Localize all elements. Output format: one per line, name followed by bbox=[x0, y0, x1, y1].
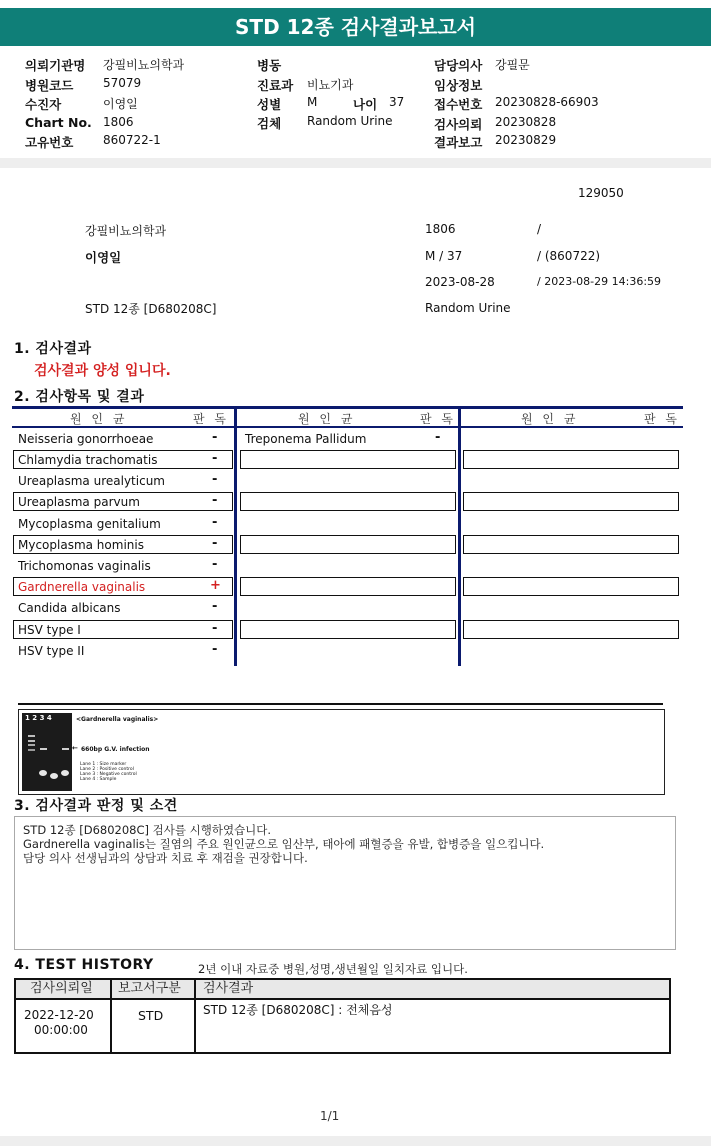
gel-legend-2: Lane 2 : Positive control bbox=[80, 767, 134, 772]
pathogen-name: HSV type I bbox=[18, 623, 81, 637]
gel-arrow-icon: ← bbox=[72, 744, 78, 752]
row-box bbox=[463, 535, 679, 554]
hospital-code-label: 병원코드 bbox=[25, 78, 74, 93]
pathogen-name: HSV type II bbox=[18, 644, 85, 658]
request-label: 검사의뢰 bbox=[434, 117, 483, 132]
clinical-label: 임상정보 bbox=[434, 78, 483, 93]
report-title: STD 12종 검사결과보고서 bbox=[0, 8, 711, 46]
history-time: 00:00:00 bbox=[34, 1023, 88, 1037]
pathogen-result: - bbox=[212, 642, 218, 657]
history-header-result: 검사결과 bbox=[203, 981, 254, 996]
header-info bbox=[0, 48, 711, 156]
page-number: 1/1 bbox=[320, 1109, 340, 1123]
history-type: STD bbox=[138, 1008, 164, 1023]
pathogen-name: Chlamydia trachomatis bbox=[18, 453, 158, 467]
row-box bbox=[463, 450, 679, 469]
pathogen-name: Mycoplasma hominis bbox=[18, 538, 144, 552]
row-box bbox=[463, 620, 679, 639]
pathogen-result: - bbox=[212, 515, 218, 530]
pathogen-result: - bbox=[212, 557, 218, 572]
accession-value: 20230828-66903 bbox=[495, 95, 599, 109]
sex-label: 성별 bbox=[257, 97, 282, 112]
chart-value: 1806 bbox=[103, 115, 134, 129]
grid-top-rule bbox=[12, 406, 683, 409]
patient-value: 이영일 bbox=[103, 97, 138, 111]
request-value: 20230828 bbox=[495, 115, 557, 129]
doctor-label: 담당의사 bbox=[434, 58, 483, 73]
hospital-code-value: 57079 bbox=[103, 76, 142, 90]
summary-institution: 강필비뇨의학과 bbox=[85, 224, 167, 238]
opinion-line-2: Gardnerella vaginalis는 질염의 주요 원인균으로 임산부, 태아에 패혈증을 유발, 합병증을 일으킵니다. bbox=[23, 837, 545, 851]
pathogen-result: - bbox=[435, 430, 441, 445]
section4-title: 4. TEST HISTORY bbox=[14, 957, 154, 973]
patient-label: 수진자 bbox=[25, 97, 62, 112]
pathogen-name: Ureaplasma urealyticum bbox=[18, 474, 165, 488]
row-box bbox=[240, 620, 456, 639]
pathogen-name: Ureaplasma parvum bbox=[18, 495, 140, 509]
gel-legend-4: Lane 4 : Sample bbox=[80, 777, 117, 782]
summary-slash: / bbox=[537, 222, 542, 236]
dept-value: 비뇨기과 bbox=[307, 78, 354, 92]
opinion-line-3: 담당 의사 선생님과의 상담과 치료 후 재검을 권장합니다. bbox=[23, 851, 308, 865]
section3-title: 3. 검사결과 판정 및 소견 bbox=[14, 798, 178, 814]
opinion-line-1: STD 12종 [D680208C] 검사를 시행하였습니다. bbox=[23, 823, 272, 837]
gel-lane-numbers: 1 2 3 4 bbox=[25, 714, 52, 722]
gel-legend-3: Lane 3 : Negative control bbox=[80, 772, 137, 777]
pathogen-name: Neisseria gonorrhoeae bbox=[18, 432, 154, 446]
summary-code: 129050 bbox=[578, 186, 624, 200]
gel-caption: <Gardnerella vaginalis> bbox=[76, 716, 159, 723]
summary-specimen: Random Urine bbox=[425, 301, 511, 315]
age-label: 나이 bbox=[353, 97, 378, 112]
summary-received: 2023-08-28 bbox=[425, 275, 495, 289]
col2-judge-header: 판 독 bbox=[420, 412, 456, 426]
chart-label: Chart No. bbox=[25, 115, 92, 130]
report-date-value: 20230829 bbox=[495, 133, 557, 147]
row-box bbox=[240, 492, 456, 511]
opinion-box bbox=[14, 816, 676, 950]
pathogen-name: Candida albicans bbox=[18, 601, 121, 615]
summary-patient: 이영일 bbox=[85, 250, 122, 265]
row-box bbox=[240, 450, 456, 469]
gel-top-rule bbox=[18, 703, 663, 705]
summary-reported: / 2023-08-29 14:36:59 bbox=[537, 275, 662, 288]
pathogen-result: - bbox=[212, 621, 218, 636]
pathogen-result: - bbox=[212, 451, 218, 466]
summary-chart: 1806 bbox=[425, 222, 456, 236]
history-header-date: 검사의뢰일 bbox=[30, 981, 93, 996]
gel-band-label: 660bp G.V. infection bbox=[81, 746, 150, 753]
grid-divider-1 bbox=[234, 406, 237, 666]
sex-value: M bbox=[307, 95, 318, 109]
history-result: STD 12종 [D680208C] : 전체음성 bbox=[203, 1003, 393, 1017]
uid-label: 고유번호 bbox=[25, 135, 74, 150]
pathogen-result-positive: + bbox=[210, 578, 221, 593]
ward-label: 병동 bbox=[257, 58, 282, 73]
col3-judge-header: 판 독 bbox=[644, 412, 680, 426]
gel-legend-1: Lane 1 : Size marker bbox=[80, 762, 127, 767]
col3-header: 원 인 균 bbox=[521, 412, 579, 426]
gel-bands-icon bbox=[22, 713, 72, 791]
history-header-type: 보고서구분 bbox=[118, 981, 181, 996]
history-date: 2022-12-20 bbox=[24, 1008, 94, 1022]
summary-birth: / (860722) bbox=[537, 249, 601, 263]
dept-label: 진료과 bbox=[257, 78, 294, 93]
history-note: 2년 이내 자료중 병원,성명,생년월일 일치자료 입니다. bbox=[198, 962, 468, 976]
specimen-label: 검체 bbox=[257, 116, 282, 131]
uid-value: 860722-1 bbox=[103, 133, 161, 147]
pathogen-name: Trichomonas vaginalis bbox=[18, 559, 151, 573]
header-separator bbox=[0, 158, 711, 168]
pathogen-name: Mycoplasma genitalium bbox=[18, 517, 161, 531]
result-message: 검사결과 양성 입니다. bbox=[34, 363, 171, 379]
gel-electrophoresis-image bbox=[22, 713, 72, 791]
col1-header: 원 인 균 bbox=[70, 412, 128, 426]
pathogen-name: Treponema Pallidum bbox=[245, 432, 367, 446]
report-date-label: 결과보고 bbox=[434, 135, 483, 150]
pathogen-result: - bbox=[212, 493, 218, 508]
institution-value: 강필비뇨의학과 bbox=[103, 58, 185, 72]
institution-label: 의뢰기관명 bbox=[25, 58, 86, 73]
pathogen-name-positive: Gardnerella vaginalis bbox=[18, 580, 146, 594]
summary-test: STD 12종 [D680208C] bbox=[85, 302, 217, 316]
row-box bbox=[240, 535, 456, 554]
history-col-divider bbox=[194, 980, 196, 1052]
age-value: 37 bbox=[389, 95, 405, 109]
row-box bbox=[463, 577, 679, 596]
pathogen-result: - bbox=[212, 430, 218, 445]
summary-sex-age: M / 37 bbox=[425, 249, 463, 263]
section2-title: 2. 검사항목 및 결과 bbox=[14, 389, 145, 405]
accession-label: 접수번호 bbox=[434, 97, 483, 112]
doctor-value: 강필문 bbox=[495, 58, 530, 72]
section1-title: 1. 검사결과 bbox=[14, 341, 92, 357]
col2-header: 원 인 균 bbox=[298, 412, 356, 426]
col1-judge-header: 판 독 bbox=[193, 412, 229, 426]
pathogen-result: - bbox=[212, 536, 218, 551]
row-box bbox=[240, 577, 456, 596]
history-header-row bbox=[16, 980, 669, 1000]
pathogen-result: - bbox=[212, 599, 218, 614]
history-table bbox=[14, 978, 671, 1054]
grid-divider-2 bbox=[458, 406, 461, 666]
pathogen-result: - bbox=[212, 472, 218, 487]
row-box bbox=[463, 492, 679, 511]
specimen-value: Random Urine bbox=[307, 114, 393, 128]
history-col-divider bbox=[110, 980, 112, 1052]
footer-separator bbox=[0, 1136, 711, 1146]
